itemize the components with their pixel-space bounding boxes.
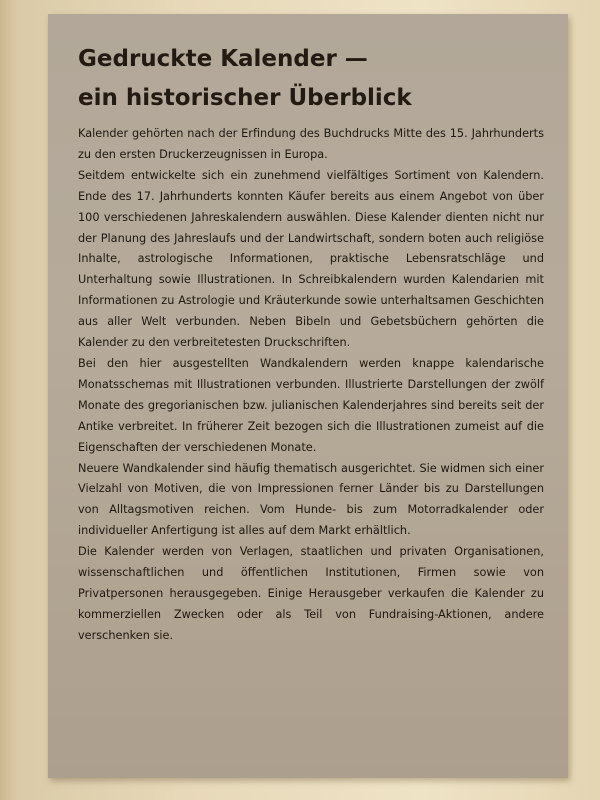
paragraph-2: Seitdem entwickelte sich ein zunehmend vielfältiges Sortiment von Kalendern. Ende des 17. Jahrhunderts konnten Käufer bereits aus einem Angebot von über 100 verschiedenen Jahreskalendern auswählen. Diese Kalender dienten nicht nur der Planung des Jahreslaufs und der Landwirtschaft, sondern boten auch religiöse Inhalte, astrologische Informationen, praktische Lebensratschläge und Unterhaltung sowie Illustrationen. In Schreibkalendern wurden Kalendarien mit Informationen zu Astrologie und Kräuterkunde sowie unterhaltsamen Geschichten aus aller Welt verbunden. Neben Bibeln und Gebetsbüchern gehörten die Kalender zu den verbreitetesten Druckschriften. bbox=[78, 168, 544, 350]
title-line-2: ein historischer Überblick bbox=[78, 85, 412, 111]
paragraph-1: Kalender gehörten nach der Erfindung des Buchdrucks Mitte des 15. Jahrhunderts zu den ersten Druckerzeugnissen in Europa. bbox=[78, 127, 544, 161]
panel-body-text bbox=[78, 124, 544, 647]
wall-background bbox=[0, 0, 18, 800]
paragraph-3: Bei den hier ausgestellten Wandkalendern werden knappe kalendarische Monatsschemas mit Illustrationen verbunden. Illustrierte Darstellungen der zwölf Monate des gregorianischen bzw. julianischen Kalenderjahres sind bereits seit der Antike verbreitet. In früherer Zeit bezogen sich die Illustrationen zumeist auf die Eigenschaften der verschiedenen Monate. bbox=[78, 356, 544, 454]
paragraph-5: Die Kalender werden von Verlagen, staatlichen und privaten Organisationen, wissenschaftlichen und öffentlichen Institutionen, Firmen sowie von Privatpersonen herausgegeben. Einige Herausgeber verkaufen die Kalender zu kommerziellen Zwecken oder als Teil von Fundraising-Aktionen, andere verschenken sie. bbox=[78, 545, 544, 642]
panel-title bbox=[78, 40, 548, 118]
paragraph-4: Neuere Wandkalender sind häufig thematisch ausgerichtet. Sie widmen sich einer Vielzahl von Motiven, die von Impressionen ferner Länder bis zu Darstellungen von Alltagsmotiven reichen. Vom Hunde- bis zum Motorradkalender oder individueller Anfertigung ist alles auf dem Markt erhältlich. bbox=[78, 461, 544, 538]
title-line-1: Gedruckte Kalender — bbox=[78, 46, 368, 72]
